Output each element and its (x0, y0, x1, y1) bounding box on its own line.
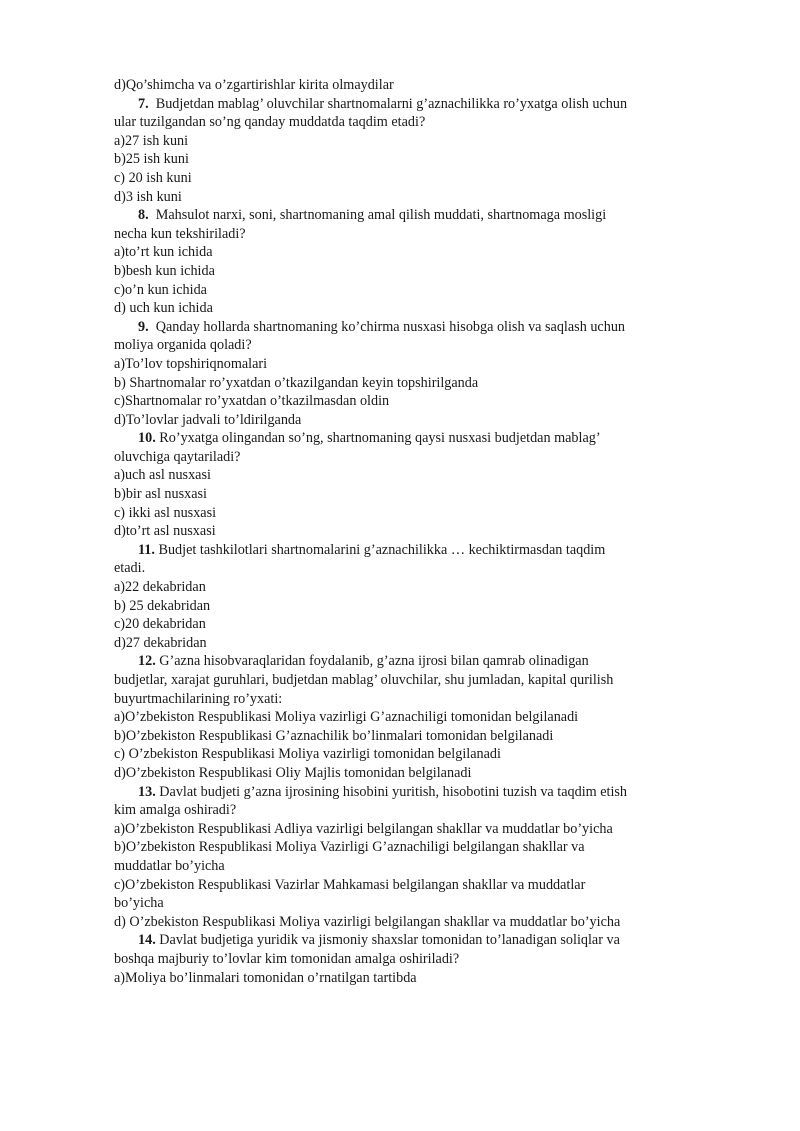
option-a: a)uch asl nusxasi (114, 467, 211, 484)
option-b: b)O’zbekiston Respublikasi G’aznachilik bo’linmalari tomonidan belgilanadi (114, 727, 554, 744)
option-a: a)Moliya bo’linmalari tomonidan o’rnatilgan tartibda (114, 969, 417, 986)
option-a: a)27 ish kuni (114, 132, 189, 149)
question-13 (114, 783, 634, 932)
option-c: c) ikki asl nusxasi (114, 504, 217, 521)
option-d: d)O’zbekiston Respublikasi Oliy Majlis tomonidan belgilanadi (114, 764, 472, 781)
option-a: a)O’zbekiston Respublikasi Adliya vazirligi belgilangan shakllar va muddatlar bo’yicha (114, 820, 613, 837)
question-number: 13. (138, 783, 156, 800)
option-a: a)O’zbekiston Respublikasi Moliya vazirligi G’aznachiligi tomonidan belgilanadi (114, 709, 579, 726)
option-d: d)27 dekabridan (114, 634, 207, 651)
option-d-previous: d)Qo’shimcha va o’zgartirishlar kirita olmaydilar (114, 77, 394, 93)
option-c: c)20 dekabridan (114, 616, 206, 633)
option-d: d)To’lovlar jadvali to’ldirilganda (114, 411, 302, 428)
question-14 (114, 931, 634, 987)
question-11 (114, 541, 634, 653)
question-text: G’azna hisobvaraqlaridan foydalanib, g’azna ijrosi bilan qamrab olinadigan budjetlar, xarajat guruhlari, budjetdan mablag’ oluvchilar, shu jumladan, kapital qurilish buyurtmachilarining ro’yxati: (114, 653, 614, 707)
option-c: c)Shartnomalar ro’yxatdan o’tkazilmasdan oldin (114, 393, 390, 410)
option-b: b) Shartnomalar ro’yxatdan o’tkazilgandan keyin topshirilganda (114, 374, 479, 391)
option-c: c) 20 ish kuni (114, 169, 192, 186)
question-number: 10. (138, 430, 156, 447)
question-number: 12. (138, 653, 156, 670)
option-a: a)To’lov topshiriqnomalari (114, 355, 268, 372)
option-a: a)to’rt kun ichida (114, 244, 213, 261)
option-c: c)o’n kun ichida (114, 281, 207, 298)
question-9 (114, 318, 634, 430)
option-b: b)O’zbekiston Respublikasi Moliya Vazirligi G’aznachiligi belgilangan shakllar va muddatlar bo’yicha (114, 839, 585, 874)
question-number: 14. (138, 932, 156, 949)
question-number: 11. (138, 541, 155, 558)
option-d: d) uch kun ichida (114, 300, 213, 317)
option-b: b)bir asl nusxasi (114, 486, 207, 503)
question-text: Qanday hollarda shartnomaning ko’chirma nusxasi hisobga olish va saqlash uchun moliya organida qoladi? (114, 318, 626, 354)
question-7 (114, 95, 634, 207)
option-b: b)25 ish kuni (114, 151, 189, 168)
question-text: Mahsulot narxi, soni, shartnomaning amal qilish muddati, shartnomaga mosligi necha kun tekshiriladi? (114, 207, 607, 242)
option-b: b) 25 dekabridan (114, 597, 211, 614)
question-text: Budjetdan mablag’ oluvchilar shartnomalarni g’aznachilikka ro’yxatga olish uchun ular tuzilgandan so’ng qanday muddatda taqdim etadi? (114, 95, 628, 131)
option-c: c) O’zbekiston Respublikasi Moliya vazirligi tomonidan belgilanadi (114, 746, 501, 763)
question-text: Budjet tashkilotlari shartnomalarini g’aznachilikka … kechiktirmasdan taqdim etadi. (114, 541, 606, 577)
document-page (114, 76, 634, 987)
question-10 (114, 429, 634, 541)
question-12 (114, 652, 634, 782)
question-number: 7. (138, 95, 149, 112)
question-8 (114, 206, 634, 318)
option-a: a)22 dekabridan (114, 579, 206, 596)
option-d: d)to’rt asl nusxasi (114, 523, 216, 540)
option-d: d) O’zbekiston Respublikasi Moliya vazirligi belgilangan shakllar va muddatlar bo’yicha (114, 913, 621, 930)
question-number: 9. (138, 318, 149, 335)
question-text: Ro’yxatga olingandan so’ng, shartnomaning qaysi nusxasi budjetdan mablag’ oluvchiga qaytariladi? (114, 430, 600, 465)
question-text: Davlat budjetiga yuridik va jismoniy shaxslar tomonidan to’lanadigan soliqlar va boshqa majburiy to’lovlar kim tomonidan amalga oshiriladi? (114, 932, 620, 967)
option-d: d)3 ish kuni (114, 188, 182, 205)
option-c: c)O’zbekiston Respublikasi Vazirlar Mahkamasi belgilangan shakllar va muddatlar bo’yicha (114, 876, 586, 912)
question-number: 8. (138, 207, 149, 224)
question-text: Davlat budjeti g’azna ijrosining hisobini yuritish, hisobotini tuzish va taqdim etish kim amalga oshiradi? (114, 783, 628, 819)
option-b: b)besh kun ichida (114, 262, 215, 279)
